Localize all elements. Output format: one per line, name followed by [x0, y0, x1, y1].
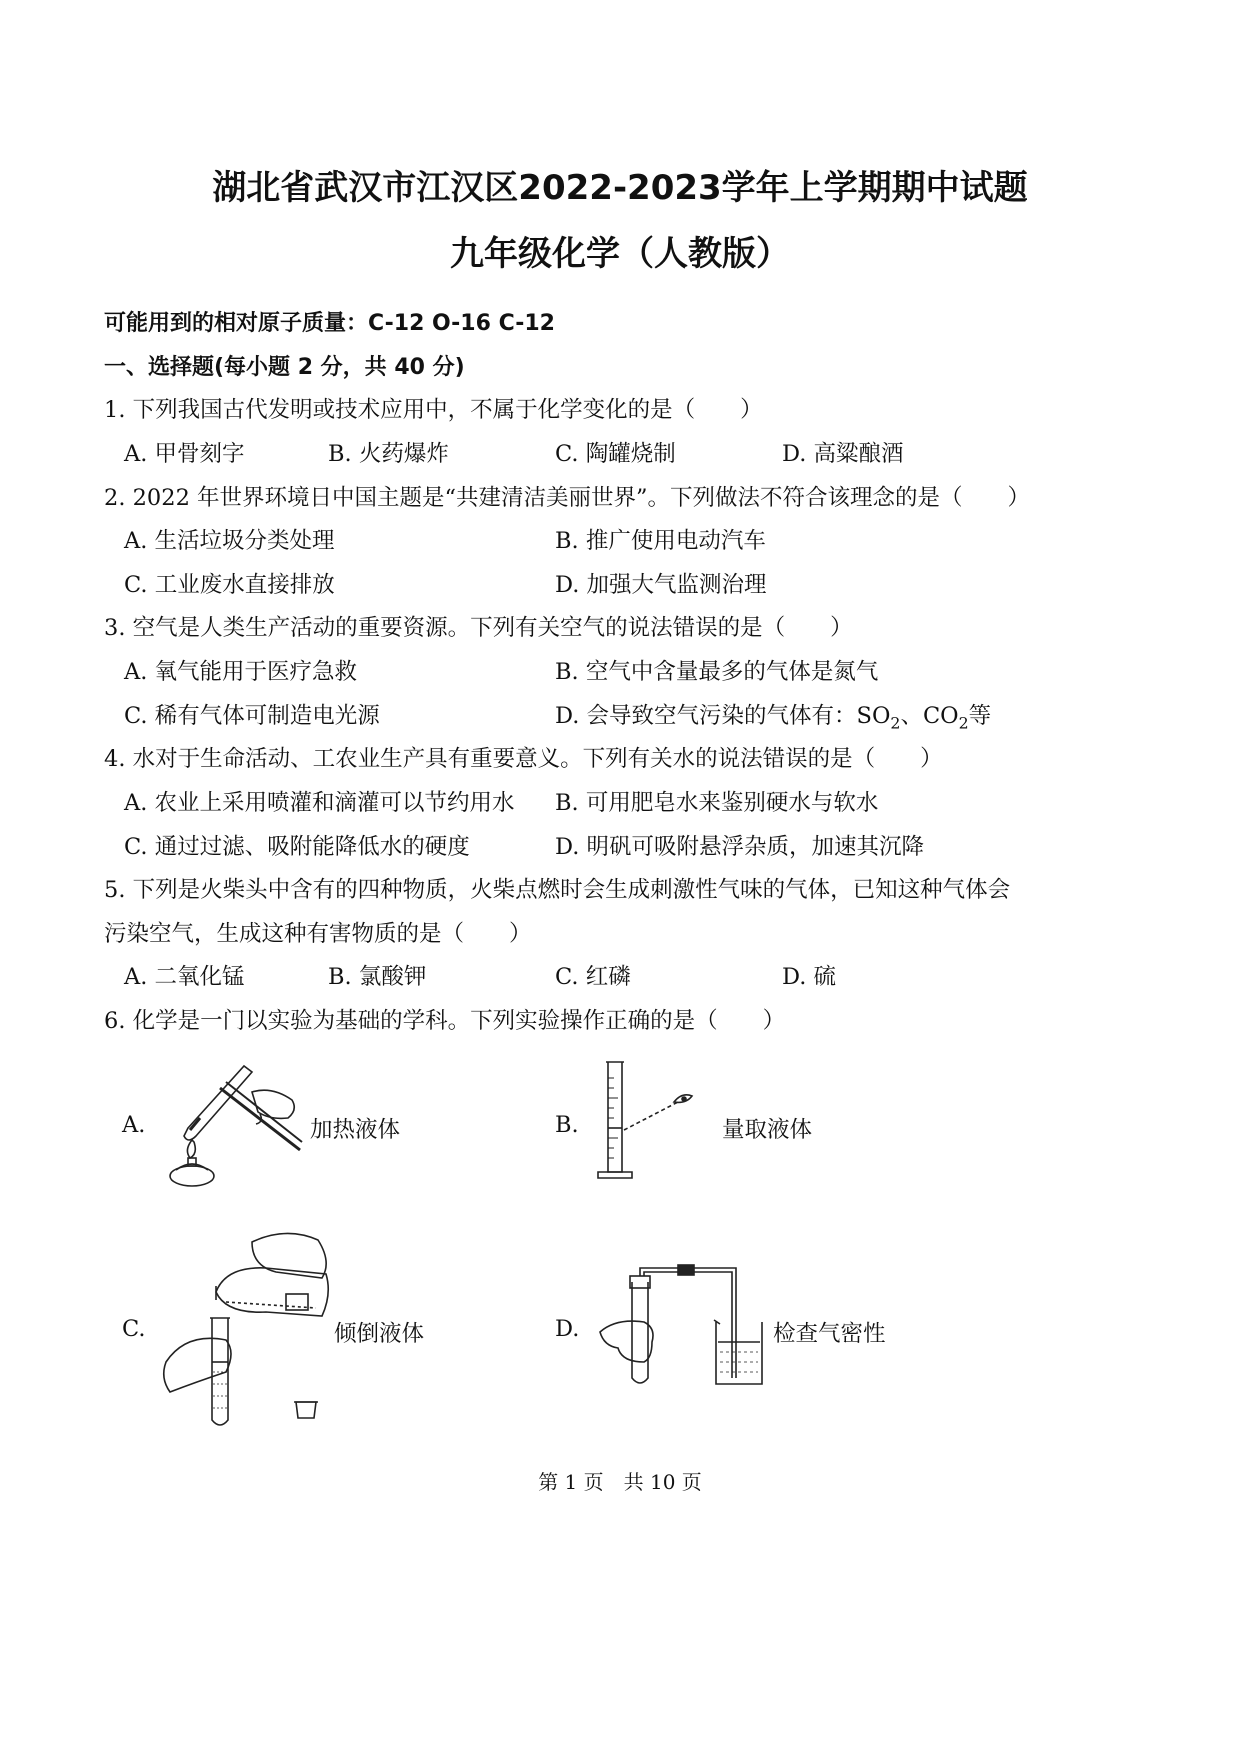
q4-option-b: B. 可用肥皂水来鉴别硬水与软水 [555, 790, 879, 816]
q4-option-a: A. 农业上采用喷灌和滴灌可以节约用水 [124, 790, 515, 816]
q2-option-a: A. 生活垃圾分类处理 [124, 528, 335, 554]
q1-option-c: C. 陶罐烧制 [555, 441, 676, 467]
q1-option-b: B. 火药爆炸 [328, 441, 449, 467]
q3-option-a: A. 氧气能用于医疗急救 [124, 659, 358, 685]
q6-option-b-label: 量取液体 [722, 1117, 813, 1143]
q4-option-d: D. 明矾可吸附悬浮杂质，加速其沉降 [555, 834, 925, 860]
question-6-stem: 6. 化学是一门以实验为基础的学科。下列实验操作正确的是（ ） [104, 1008, 786, 1034]
q6-option-a-letter: A. [122, 1112, 146, 1138]
page-footer: 第 1 页 共 10 页 [538, 1470, 702, 1494]
q2-option-d: D. 加强大气监测治理 [555, 572, 767, 598]
heating-liquid-diagram [160, 1058, 310, 1190]
question-5-stem-line2: 污染空气，生成这种有害物质的是（ ） [104, 921, 532, 947]
q3-option-c: C. 稀有气体可制造电光源 [124, 703, 380, 729]
q3-option-d: D. 会导致空气污染的气体有：$SO_2$、$CO_2$等 [555, 703, 992, 733]
q2-option-c: C. 工业废水直接排放 [124, 572, 335, 598]
q6-option-c-letter: C. [122, 1316, 146, 1342]
question-5-stem-line1: 5. 下列是火柴头中含有的四种物质，火柴点燃时会生成刺激性气味的气体，已知这种气体会 [104, 877, 1011, 903]
q6-option-d-letter: D. [555, 1316, 580, 1342]
q6-option-a-label: 加热液体 [310, 1117, 401, 1143]
q6-option-c-label: 倾倒液体 [334, 1321, 425, 1347]
question-3-stem: 3. 空气是人类生产活动的重要资源。下列有关空气的说法错误的是（ ） [104, 615, 853, 641]
q5-option-a: A. 二氧化锰 [124, 964, 245, 990]
q5-option-c: C. 红磷 [555, 964, 631, 990]
pouring-liquid-diagram [156, 1222, 336, 1432]
q4-option-c: C. 通过过滤、吸附能降低水的硬度 [124, 834, 470, 860]
question-4-stem: 4. 水对于生命活动、工农业生产具有重要意义。下列有关水的说法错误的是（ ） [104, 746, 943, 772]
atomic-mass-note: 可能用到的相对原子质量：C-12 O-16 C-12 [104, 311, 555, 336]
section-heading: 一、选择题(每小题 2 分，共 40 分) [104, 355, 465, 380]
q3-option-b: B. 空气中含量最多的气体是氮气 [555, 659, 879, 685]
q1-option-a: A. 甲骨刻字 [124, 441, 245, 467]
q2-option-b: B. 推广使用电动汽车 [555, 528, 766, 554]
q1-option-d: D. 高粱酿酒 [782, 441, 904, 467]
q5-option-b: B. 氯酸钾 [328, 964, 427, 990]
question-2-stem: 2. 2022 年世界环境日中国主题是“共建清洁美丽世界”。下列做法不符合该理念的是（ ） [104, 485, 1031, 511]
page-subtitle: 九年级化学（人教版） [450, 234, 790, 274]
q6-option-b-letter: B. [555, 1112, 579, 1138]
q6-option-d-label: 检查气密性 [773, 1321, 886, 1347]
airtightness-check-diagram [592, 1262, 772, 1392]
question-1-stem: 1. 下列我国古代发明或技术应用中，不属于化学变化的是（ ） [104, 397, 763, 423]
graduated-cylinder-diagram [592, 1058, 712, 1184]
page-title: 湖北省武汉市江汉区2022-2023学年上学期期中试题 [212, 168, 1028, 208]
q5-option-d: D. 硫 [782, 964, 837, 990]
